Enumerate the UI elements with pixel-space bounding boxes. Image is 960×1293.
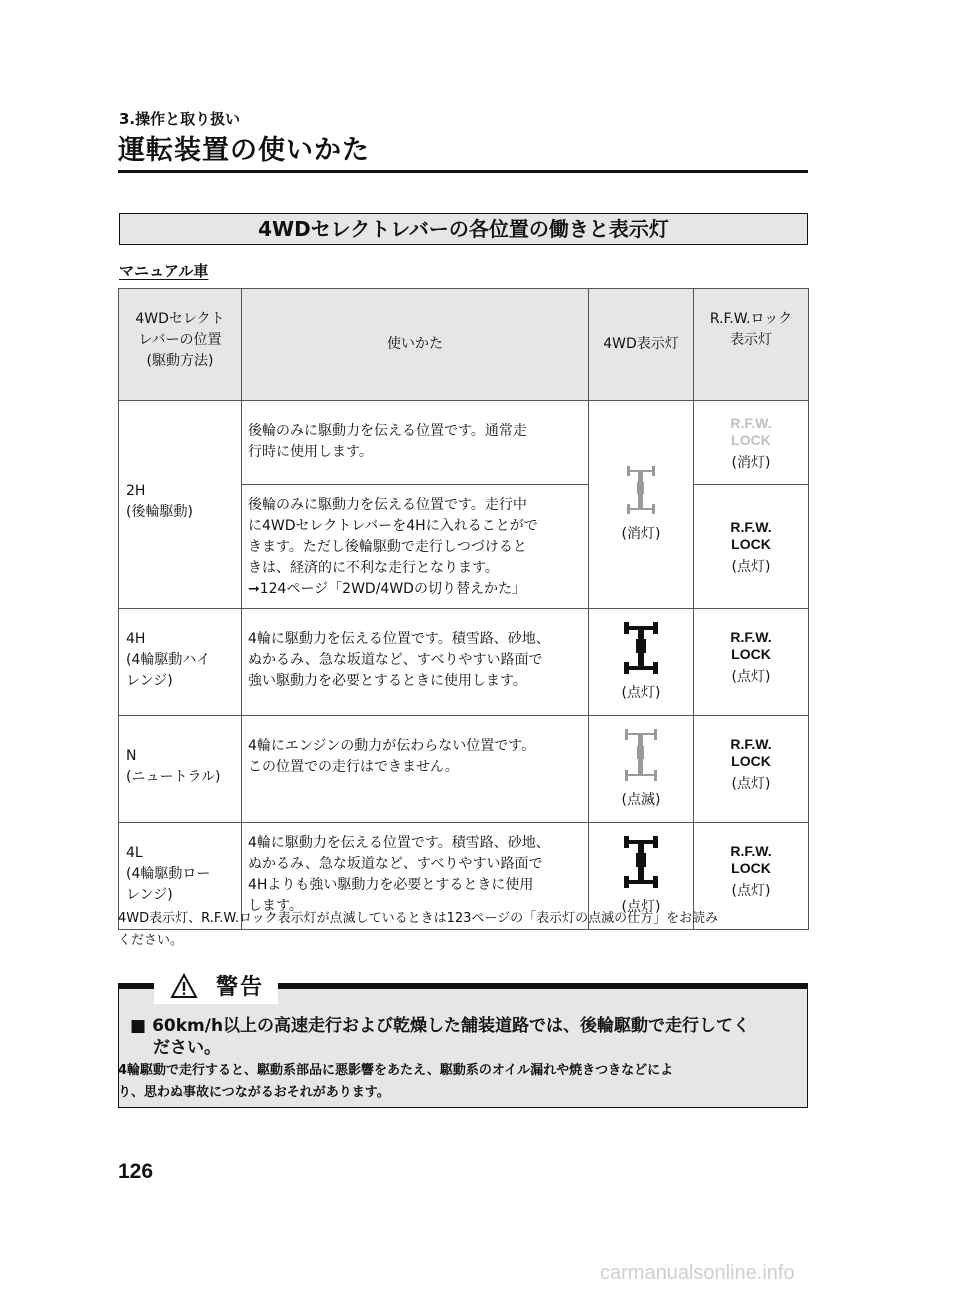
indicator-state: (点滅) bbox=[621, 791, 661, 808]
usage-line: 行時に使用します。 bbox=[248, 444, 373, 460]
usage-line: ➞124ページ「2WD/4WDの切り替えかた」 bbox=[248, 581, 526, 597]
usage-cell bbox=[242, 485, 589, 609]
header-position-line: レバーの位置 bbox=[138, 332, 222, 348]
usage-cell bbox=[242, 716, 589, 823]
lock-label: R.F.W. bbox=[730, 843, 772, 859]
indicator-cell bbox=[589, 401, 694, 609]
lock-state: (点灯) bbox=[731, 669, 771, 685]
header-lock-line: R.F.W.ロック bbox=[709, 311, 793, 327]
lever-position-table bbox=[118, 288, 809, 930]
usage-line: ぬかるみ、急な坂道など、すべりやすい路面で bbox=[248, 652, 543, 668]
position-desc: (後輪駆動) bbox=[126, 503, 193, 520]
header-position-line: 4WDセレクト bbox=[135, 311, 225, 327]
section-heading: 3.操作と取り扱い bbox=[119, 110, 241, 128]
usage-line: この位置での走行はできません。 bbox=[248, 759, 459, 775]
indicator-cell bbox=[589, 716, 694, 823]
header-lock bbox=[694, 289, 809, 401]
warning-triangle-icon bbox=[170, 973, 198, 999]
position-desc: レンジ) bbox=[126, 673, 173, 689]
lock-state: (点灯) bbox=[731, 883, 771, 899]
position-cell bbox=[119, 401, 242, 609]
site-watermark: carmanualsonline.info bbox=[600, 1262, 795, 1284]
lock-cell bbox=[694, 716, 809, 823]
usage-line: きます。ただし後輪駆動で走行しつづけると bbox=[248, 539, 527, 555]
lock-label: R.F.W. bbox=[730, 629, 772, 645]
indicator-cell bbox=[589, 609, 694, 716]
lock-label: R.F.W. bbox=[730, 415, 772, 431]
table-header-row bbox=[119, 289, 809, 401]
position-cell bbox=[119, 716, 242, 823]
drivetrain-4wd-icon bbox=[623, 621, 659, 675]
lock-cell bbox=[694, 401, 809, 485]
note-line: ください。 bbox=[118, 933, 184, 948]
position-desc: (ニュートラル) bbox=[126, 769, 221, 785]
indicator-state: (点灯) bbox=[621, 684, 661, 701]
drivetrain-4wd-icon bbox=[623, 835, 659, 889]
usage-line: します。 bbox=[248, 898, 303, 914]
usage-line: 後輪のみに駆動力を伝える位置です。走行中 bbox=[248, 497, 527, 513]
lock-state: (点灯) bbox=[731, 776, 771, 792]
lock-cell bbox=[694, 485, 809, 609]
usage-line: 4輪に駆動力を伝える位置です。積雪路、砂地、 bbox=[248, 631, 550, 647]
header-indicator: 4WD表示灯 bbox=[589, 289, 694, 401]
drivetrain-2wd-icon bbox=[625, 464, 657, 516]
table-row bbox=[119, 401, 809, 485]
lock-label: LOCK bbox=[731, 432, 771, 448]
header-usage: 使いかた bbox=[242, 289, 589, 401]
title-rule bbox=[118, 170, 808, 173]
lock-label: LOCK bbox=[731, 536, 771, 552]
lock-label: LOCK bbox=[731, 646, 771, 662]
position-code: 4H bbox=[126, 631, 146, 647]
usage-cell bbox=[242, 401, 589, 485]
table-row bbox=[119, 716, 809, 823]
lock-label: R.F.W. bbox=[730, 519, 772, 535]
position-code: 4L bbox=[126, 845, 143, 861]
lock-label: LOCK bbox=[731, 860, 771, 876]
warning-body bbox=[118, 1060, 808, 1104]
lock-state: (点灯) bbox=[731, 559, 771, 575]
header-position-line: (駆動方法) bbox=[146, 353, 214, 369]
usage-line: きは、経済的に不利な走行となります。 bbox=[248, 560, 499, 576]
drivetrain-blink-icon bbox=[623, 728, 659, 782]
usage-line: に4WDセレクトレバーを4Hに入れることがで bbox=[248, 518, 538, 534]
warning-headline-line: ださい。 bbox=[153, 1038, 221, 1058]
usage-cell bbox=[242, 609, 589, 716]
lock-label: R.F.W. bbox=[730, 736, 772, 752]
usage-line: 強い駆動力を必要とするときに使用します。 bbox=[248, 673, 527, 689]
indicator-state: (消灯) bbox=[621, 526, 661, 542]
note-text bbox=[118, 908, 812, 952]
usage-line: ぬかるみ、急な坂道など、すべりやすい路面で bbox=[248, 856, 543, 872]
usage-line: 4輪に駆動力を伝える位置です。積雪路、砂地、 bbox=[248, 835, 550, 851]
header-position bbox=[119, 289, 242, 401]
position-desc: レンジ) bbox=[126, 887, 173, 903]
lock-state: (消灯) bbox=[731, 455, 771, 471]
warning-headline-line: 60km/h以上の高速走行および乾燥した舗装道路では、後輪駆動で走行してく bbox=[152, 1016, 751, 1036]
indicator-state: (点灯) bbox=[621, 898, 661, 915]
position-desc: (4輪駆動ロー bbox=[126, 866, 211, 882]
page-number: 126 bbox=[118, 1160, 154, 1183]
warning-bullet: ■ bbox=[130, 1016, 147, 1036]
position-cell bbox=[119, 609, 242, 716]
subtitle: マニュアル車 bbox=[119, 262, 209, 280]
table-row bbox=[119, 609, 809, 716]
position-desc: (4輪駆動ハイ bbox=[126, 652, 211, 668]
page-title: 運転装置の使いかた bbox=[118, 135, 370, 166]
warning-body-line: り、思わぬ事故につながるおそれがあります。 bbox=[118, 1085, 390, 1100]
usage-line: 後輪のみに駆動力を伝える位置です。通常走 bbox=[248, 423, 527, 439]
header-lock-line: 表示灯 bbox=[730, 332, 772, 348]
box-title: 4WDセレクトレバーの各位置の働きと表示灯 bbox=[119, 213, 808, 245]
lock-label: LOCK bbox=[731, 753, 771, 769]
warning-body-line: 4輪駆動で走行すると、駆動系部品に悪影響をあたえ、駆動系のオイル漏れや焼きつきなどによ bbox=[118, 1063, 674, 1078]
usage-line: 4輪にエンジンの動力が伝わらない位置です。 bbox=[248, 738, 536, 754]
position-code: 2H bbox=[126, 482, 146, 499]
warning-label: 警告 bbox=[216, 975, 265, 1000]
lock-cell bbox=[694, 609, 809, 716]
usage-line: 4Hよりも強い駆動力を必要とするときに使用 bbox=[248, 877, 534, 893]
warning-headline bbox=[130, 1015, 806, 1059]
position-code: N bbox=[126, 748, 137, 764]
note-line: 4WD表示灯、R.F.W.ロック表示灯が点滅しているときは123ページの「表示灯の点滅の仕方」をお読み bbox=[118, 911, 719, 926]
